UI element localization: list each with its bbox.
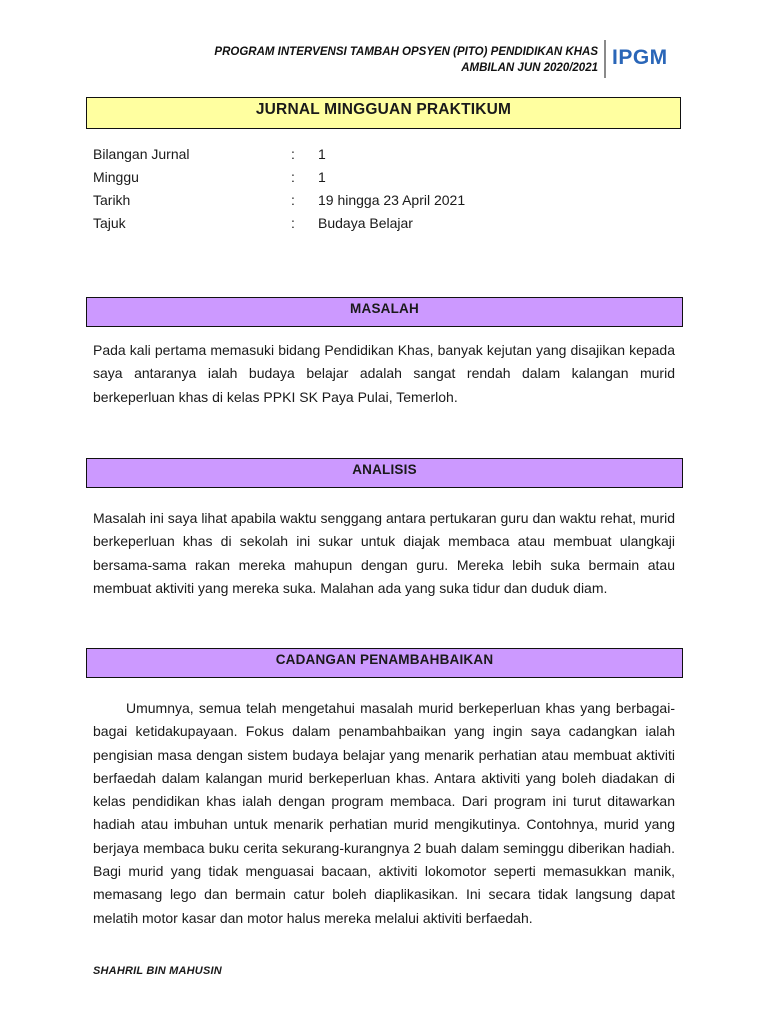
info-label: Tarikh: [93, 192, 131, 208]
section-masalah-body: Pada kali pertama memasuki bidang Pendidikan Khas, banyak kejutan yang disajikan kepada saya antaranya ialah budaya belajar adalah sangat rendah dalam kalangan murid berkeperluan khas di kelas PPKI SK Paya Pulai, Temerloh.: [93, 342, 675, 405]
info-colon: :: [291, 192, 295, 208]
section-masalah-header: [86, 297, 683, 327]
section-analisis-title: ANALISIS: [352, 462, 417, 477]
section-analisis-body: Masalah ini saya lihat apabila waktu senggang antara pertukaran guru dan waktu rehat, murid berkeperluan khas di sekolah ini sukar untuk diajak membaca atau membuat ulangkaji bersama-sama rakan mereka mahupun dengan guru. Mereka lebih suka bermain atau membuat aktiviti yang mereka suka. Malahan ada yang suka tidur dan duduk diam.: [93, 510, 675, 596]
info-value: 1: [318, 169, 326, 185]
info-label: Tajuk: [93, 215, 126, 231]
info-colon: :: [291, 169, 295, 185]
info-value: 19 hingga 23 April 2021: [318, 192, 466, 208]
info-colon: :: [291, 215, 295, 231]
ipgm-logo: IPGM: [612, 46, 668, 69]
header-divider: [604, 40, 606, 78]
info-colon: :: [291, 146, 295, 162]
section-cadangan-body: Umumnya, semua telah mengetahui masalah murid berkeperluan khas yang berbagai-bagai ketidakupayaan. Fokus dalam penambahbaikan yang ingin saya cadangkan ialah pengisian masa dengan sistem budaya belajar yang menarik perhatian atau membuat aktiviti berfaedah dalam kalangan murid berkeperluan khas. Antara aktiviti yang boleh diadakan di kelas pendidikan khas ialah dengan program membaca. Dari program ini turut ditawarkan hadiah atau imbuhan untuk menarik perhatian murid mengikutinya. Contohnya, murid yang berjaya membaca buku cerita sekurang-kurangnya 2 buah dalam seminggu diberikan hadiah. Bagi murid yang tidak menguasai bacaan, aktiviti lokomotor seperti memasukkan manik, memasang lego dan bermain catur boleh diaplikasikan. Ini secara tidak langsung dapat melatih motor kasar dan motor halus mereka melalui aktiviti berfaedah.: [93, 700, 675, 926]
section-cadangan-title: CADANGAN PENAMBAHBAIKAN: [275, 652, 494, 667]
section-cadangan-header: [86, 648, 683, 678]
program-title: [214, 44, 598, 76]
program-title-line2: AMBILAN JUN 2020/2021: [461, 62, 598, 74]
info-label: Bilangan Jurnal: [93, 146, 190, 162]
journal-title: JURNAL MINGGUAN PRAKTIKUM: [255, 101, 512, 118]
page-header: [0, 44, 768, 84]
info-value: 1: [318, 146, 326, 162]
author-name: SHAHRIL BIN MAHUSIN: [93, 965, 222, 977]
section-analisis-header: [86, 458, 683, 488]
section-masalah-title: MASALAH: [350, 301, 419, 316]
journal-title-box: [86, 97, 681, 129]
program-title-line1: PROGRAM INTERVENSI TAMBAH OPSYEN (PITO) PENDIDIKAN KHAS: [214, 46, 598, 58]
info-label: Minggu: [93, 169, 139, 185]
info-value: Budaya Belajar: [318, 215, 413, 231]
